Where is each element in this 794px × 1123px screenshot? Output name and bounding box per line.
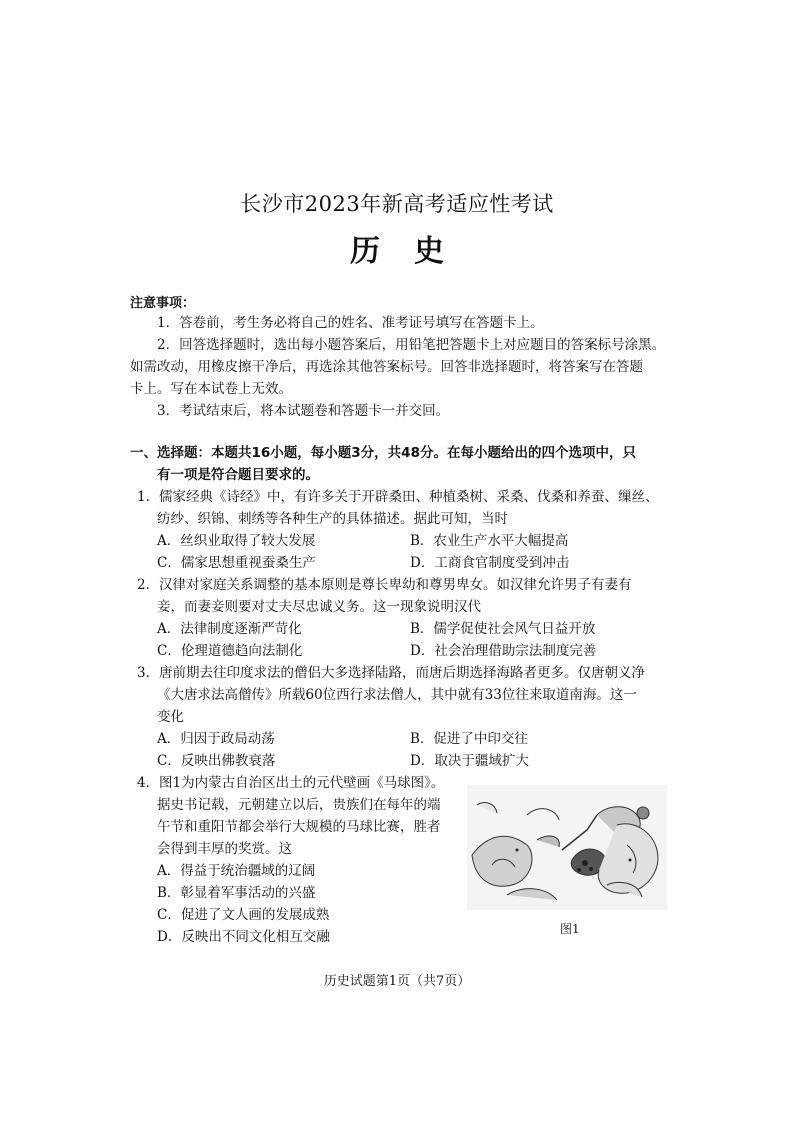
question-text-line: 妾，而妻妾则要对丈夫尽忠诚义务。这一现象说明汉代	[157, 599, 481, 615]
subject-title: 历史	[350, 234, 478, 269]
question-3	[137, 662, 672, 772]
option-a[interactable]: A．归因于政局动荡	[157, 731, 275, 747]
exam-title: 长沙市2023年新高考适应性考试	[240, 192, 554, 216]
option-a[interactable]: A．法律制度逐渐严苛化	[157, 621, 302, 637]
note-item-2-line-2: 如需改动，用橡皮擦干净后，再选涂其他答案标号。回答非选择题时，将答案写在答题	[130, 359, 643, 375]
question-text-line: 午节和重阳节都会举行大规模的马球比赛，胜者	[157, 819, 441, 835]
question-4	[137, 772, 467, 948]
question-text-line: 唐前期去往印度求法的僧侣大多选择陆路，而唐后期选择海路者更多。仅唐朝义净	[159, 665, 645, 681]
question-number: 2．	[137, 577, 160, 593]
question-number: 1．	[137, 489, 160, 505]
question-1	[137, 486, 672, 574]
note-item-1: 1．答卷前，考生务必将自己的姓名、准考证号填写在答题卡上。	[157, 315, 544, 331]
section-heading-line-1: 一、选择题：本题共16小题，每小题3分，共48分。在每小题给出的四个选项中，只	[130, 445, 636, 461]
page-footer: 历史试题第1页（共7页）	[323, 974, 471, 989]
figure-caption: 图1	[560, 922, 580, 936]
question-text-line: 儒家经典《诗经》中，有许多关于开辟桑田、种植桑树、采桑、伐桑和养蚕、缫丝、	[159, 489, 659, 505]
option-c[interactable]: C．促进了文人画的发展成熟	[157, 907, 330, 923]
option-a[interactable]: A．得益于统治疆域的辽阔	[157, 863, 316, 879]
option-b[interactable]: B．农业生产水平大幅提高	[410, 533, 569, 549]
section-heading-line-2: 有一项是符合题目要求的。	[157, 467, 319, 483]
option-b[interactable]: B．彰显着军事活动的兴盛	[157, 885, 316, 901]
option-d[interactable]: D．取决于疆域扩大	[410, 753, 529, 769]
question-text-line: 《大唐求法高僧传》所载60位西行求法僧人，其中就有33位往来取道南海。这一	[157, 687, 637, 703]
option-b[interactable]: B．促进了中印交往	[410, 731, 528, 747]
note-item-2-line-3: 卡上。写在本试卷上无效。	[130, 381, 292, 397]
note-item-2-line-1: 2．回答选择题时，选出每小题答案后，用铅笔把答题卡上对应题目的答案标号涂黑。	[157, 337, 666, 353]
question-text-line: 图1为内蒙古自治区出土的元代壁画《马球图》。	[159, 775, 445, 791]
option-d[interactable]: D．工商食官制度受到冲击	[410, 555, 570, 571]
notes-heading: 注意事项：	[130, 296, 196, 311]
option-c[interactable]: C．伦理道德趋向法制化	[157, 643, 303, 659]
question-text-line: 汉律对家庭关系调整的基本原则是尊长卑幼和尊男卑女。如汉律允许男子有妻有	[159, 577, 632, 593]
polo-mural-figure	[467, 785, 667, 910]
option-c[interactable]: C．儒家思想重视蚕桑生产	[157, 555, 316, 571]
question-2	[137, 574, 672, 662]
option-d[interactable]: D．反映出不同文化相互交融	[157, 929, 330, 945]
polo-mural-image	[467, 785, 667, 910]
option-d[interactable]: D．社会治理借助宗法制度完善	[410, 643, 597, 659]
option-a[interactable]: A．丝织业取得了较大发展	[157, 533, 316, 549]
question-text-line: 变化	[157, 709, 184, 725]
option-c[interactable]: C．反映出佛教衰落	[157, 753, 276, 769]
section-heading	[130, 442, 670, 486]
question-text-line: 据史书记载，元朝建立以后，贵族们在每年的端	[157, 797, 441, 813]
question-text-line: 纺纱、织锦、刺绣等各种生产的具体描述。据此可知，当时	[157, 511, 508, 527]
question-number: 3．	[137, 665, 160, 681]
question-text-line: 会得到丰厚的奖赏。这	[157, 841, 292, 857]
option-b[interactable]: B．儒学促使社会风气日益开放	[410, 621, 596, 637]
question-number: 4．	[137, 775, 160, 791]
note-item-3: 3．考试结束后，将本试题卷和答题卡一并交回。	[157, 403, 450, 419]
